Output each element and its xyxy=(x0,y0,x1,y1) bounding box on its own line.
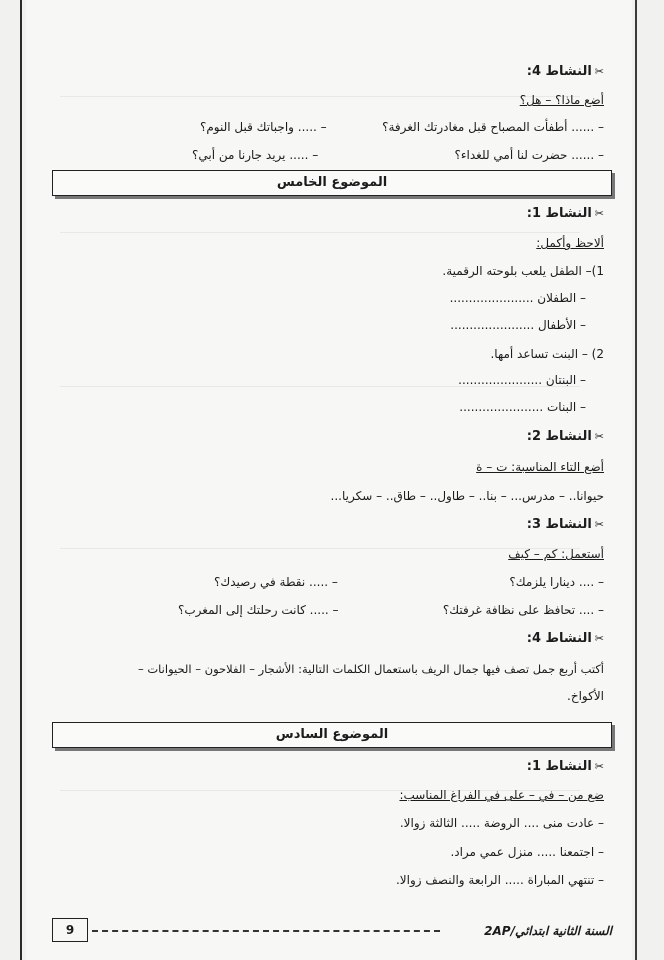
exercise-line: – البنات ...................... xyxy=(459,400,586,414)
activity-heading: ✂النشاط 2: xyxy=(526,429,604,444)
exercise-line: – الطفلان ...................... xyxy=(449,291,586,305)
activity-instruction: ألاحظ وأكمل: xyxy=(536,236,604,250)
scissors-icon: ✂ xyxy=(594,430,604,443)
exercise-line: – ..... واجباتك قبل النوم؟ xyxy=(200,120,327,134)
activity-instruction: أضع التاء المناسبة: ت – ة xyxy=(476,460,604,474)
scissors-icon: ✂ xyxy=(594,760,604,773)
page-border-left xyxy=(20,0,22,960)
scissors-icon: ✂ xyxy=(594,65,604,78)
scissors-icon: ✂ xyxy=(594,207,604,220)
show-through-line xyxy=(60,232,580,233)
exercise-line: – الأطفال ...................... xyxy=(450,318,586,332)
exercise-line: – .... دينارا يلزمك؟ xyxy=(509,575,604,589)
page-footer xyxy=(52,918,612,944)
page-number: 9 xyxy=(52,918,88,942)
activity-instruction: أضع ماذا؟ – هل؟ xyxy=(519,93,604,107)
footer-dashed-line xyxy=(92,930,440,932)
activity-heading: ✂النشاط 4: xyxy=(526,631,604,646)
exercise-line: – ..... نقطة في رصيدك؟ xyxy=(214,575,338,589)
exercise-line: – ..... يريد جارنا من أبي؟ xyxy=(192,148,319,162)
activity-heading: ✂النشاط 1: xyxy=(526,206,604,221)
activity-heading: ✂النشاط 4: xyxy=(526,64,604,79)
exercise-line: – ...... أطفأت المصباح قبل مغادرتك الغرفة؟ xyxy=(382,120,604,134)
exercise-line: – عادت منى .... الروضة ..... الثالثة زوالا. xyxy=(399,816,604,830)
activity-heading: ✂النشاط 3: xyxy=(526,517,604,532)
exercise-line: 2) – البنت تساعد أمها. xyxy=(490,347,604,361)
scissors-icon: ✂ xyxy=(594,518,604,531)
activity-instruction: أستعمل: كم – كيف xyxy=(508,547,604,561)
exercise-line: – .... تحافظ على نظافة غرفتك؟ xyxy=(442,603,604,617)
page-border-right xyxy=(635,0,637,960)
exercise-line: أكتب أربع جمل تصف فيها جمال الريف باستعمال الكلمات التالية: الأشجار – الفلاحون – الحيوانات – xyxy=(137,662,604,676)
section-title: الموضوع الخامس xyxy=(52,170,612,196)
scissors-icon: ✂ xyxy=(594,632,604,645)
exercise-line: – تنتهي المباراة ..... الرابعة والنصف زوالا. xyxy=(395,873,604,887)
exercise-line: 1)– الطفل يلعب بلوحته الرقمية. xyxy=(442,264,604,278)
exercise-line: – ...... حضرت لنا أمي للغداء؟ xyxy=(454,148,604,162)
exercise-line: – اجتمعنا ..... منزل عمي مراد. xyxy=(450,845,604,859)
exercise-line: الأكواخ. xyxy=(567,689,604,703)
exercise-line: حيوانا.. – مدرس... – بنا.. – طاول.. – طاق.. – سكريا... xyxy=(330,489,604,503)
section-title: الموضوع السادس xyxy=(52,722,612,748)
activity-instruction: ضع من – في – على في الفراغ المناسب: xyxy=(399,788,604,802)
activity-heading: ✂النشاط 1: xyxy=(526,759,604,774)
exercise-line: – البنتان ...................... xyxy=(458,373,586,387)
footer-title: السنة الثانية ابتدائي/2AP xyxy=(484,924,612,938)
exercise-line: – ..... كانت رحلتك إلى المغرب؟ xyxy=(178,603,339,617)
